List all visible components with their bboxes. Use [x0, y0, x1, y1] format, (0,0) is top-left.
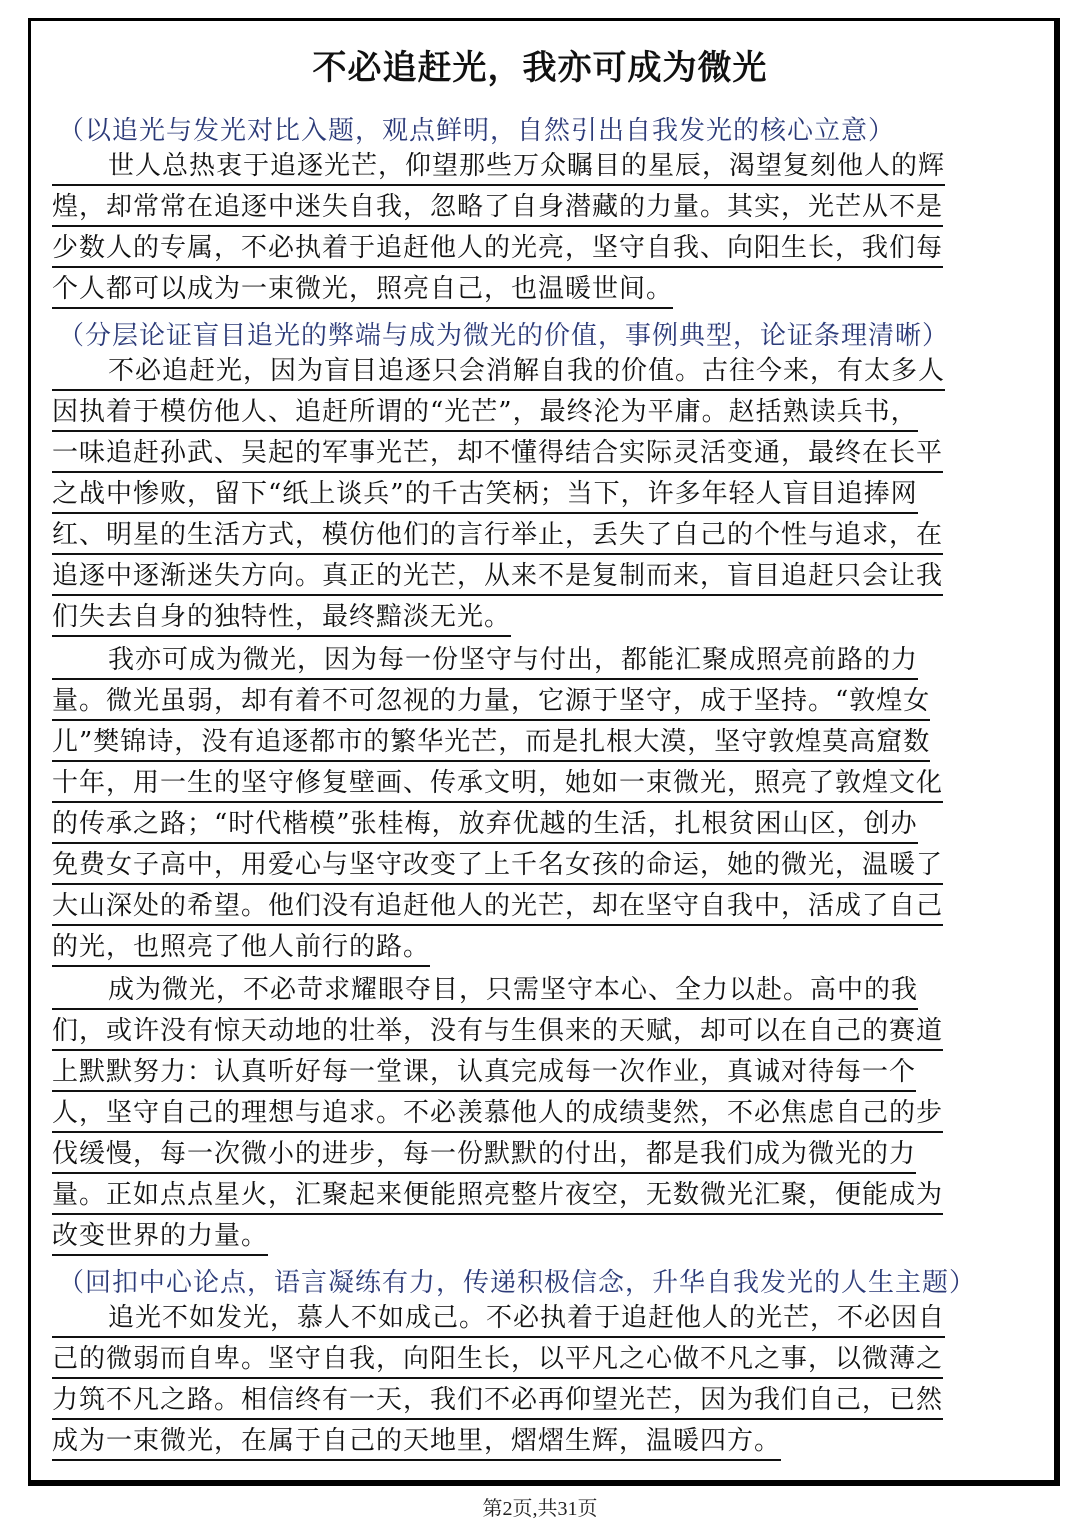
text-line: 我亦可成为微光，因为每一份坚守与付出，都能汇聚成照亮前路的力 — [52, 644, 918, 680]
text-line: 不必追赶光，因为盲目追逐只会消解自我的价值。古往今来，有太多人 — [52, 355, 945, 391]
text-line: 免费女子高中，用爱心与坚守改变了上千名女孩的命运，她的微光，温暖了 — [52, 849, 943, 885]
text-line: 量。微光虽弱，却有着不可忽视的力量，它源于坚守，成于坚持。“敦煌女 — [52, 685, 930, 721]
text-line: 成为微光，不必苛求耀眼夺目，只需坚守本心、全力以赴。高中的我 — [52, 974, 918, 1010]
annotation-conclusion: （回扣中心论点，语言凝练有力，传递积极信念，升华自我发光的人生主题） — [58, 1268, 977, 1298]
text-line: 十年，用一生的坚守修复壁画、传承文明，她如一束微光，照亮了敦煌文化 — [52, 767, 943, 803]
text-line: 追光不如发光，慕人不如成己。不必执着于追赶他人的光芒，不必因自 — [52, 1302, 945, 1338]
text-line: 的光，也照亮了他人前行的路。 — [52, 931, 430, 967]
page-number: 第2页,共31页 — [482, 1498, 598, 1520]
text-line: 改变世界的力量。 — [52, 1220, 268, 1256]
text-line: 己的微弱而自卑。坚守自我，向阳生长，以平凡之心做不凡之事，以微薄之 — [52, 1343, 943, 1379]
text-line: 一味追赶孙武、吴起的军事光芒，却不懂得结合实际灵活变通，最终在长平 — [52, 437, 943, 473]
annotation-intro: （以追光与发光对比入题，观点鲜明，自然引出自我发光的核心立意） — [58, 116, 896, 146]
text-line: 煌，却常常在追逐中迷失自我，忽略了自身潜藏的力量。其实，光芒从不是 — [52, 191, 943, 227]
text-line: 成为一束微光，在属于自己的天地里，熠熠生辉，温暖四方。 — [52, 1425, 781, 1461]
text-line: 们，或许没有惊天动地的壮举，没有与生俱来的天赋，却可以在自己的赛道 — [52, 1015, 943, 1051]
text-line: 红、明星的生活方式，模仿他们的言行举止，丢失了自己的个性与追求，在 — [52, 519, 943, 555]
text-line: 大山深处的希望。他们没有追赶他人的光芒，却在坚守自我中，活成了自己 — [52, 890, 943, 926]
text-line: 因执着于模仿他人、追赶所谓的“光芒”，最终沦为平庸。赵括熟读兵书， — [52, 396, 918, 432]
text-line: 们失去自身的独特性，最终黯淡无光。 — [52, 601, 511, 637]
text-line: 量。正如点点星火，汇聚起来便能照亮整片夜空，无数微光汇聚，便能成为 — [52, 1179, 943, 1215]
text-line: 少数人的专属，不必执着于追赶他人的光亮，坚守自我、向阳生长，我们每 — [52, 232, 943, 268]
text-line: 伐缓慢，每一次微小的进步，每一份默默的付出，都是我们成为微光的力 — [52, 1138, 916, 1174]
text-line: 世人总热衷于追逐光芒，仰望那些万众瞩目的星辰，渴望复刻他人的辉 — [52, 150, 945, 186]
text-line: 人，坚守自己的理想与追求。不必羡慕他人的成绩斐然，不必焦虑自己的步 — [52, 1097, 943, 1133]
text-line: 个人都可以成为一束微光，照亮自己，也温暖世间。 — [52, 273, 673, 309]
essay-title: 不必追赶光，我亦可成为微光 — [312, 48, 768, 88]
text-line: 之战中惨败，留下“纸上谈兵”的千古笑柄；当下，许多年轻人盲目追捧网 — [52, 478, 918, 514]
text-line: 上默默努力：认真听好每一堂课，认真完成每一次作业，真诚对待每一个 — [52, 1056, 916, 1092]
text-line: 追逐中逐渐迷失方向。真正的光芒，从来不是复制而来，盲目追赶只会让我 — [52, 560, 943, 596]
text-line: 儿”樊锦诗，没有追逐都市的繁华光芒，而是扎根大漠，坚守敦煌莫高窟数 — [52, 726, 930, 762]
text-line: 的传承之路；“时代楷模”张桂梅，放弃优越的生活，扎根贫困山区，创办 — [52, 808, 918, 844]
annotation-body: （分层论证盲目追光的弊端与成为微光的价值，事例典型，论证条理清晰） — [58, 321, 950, 351]
text-line: 力筑不凡之路。相信终有一天，我们不必再仰望光芒，因为我们自己，已然 — [52, 1384, 943, 1420]
